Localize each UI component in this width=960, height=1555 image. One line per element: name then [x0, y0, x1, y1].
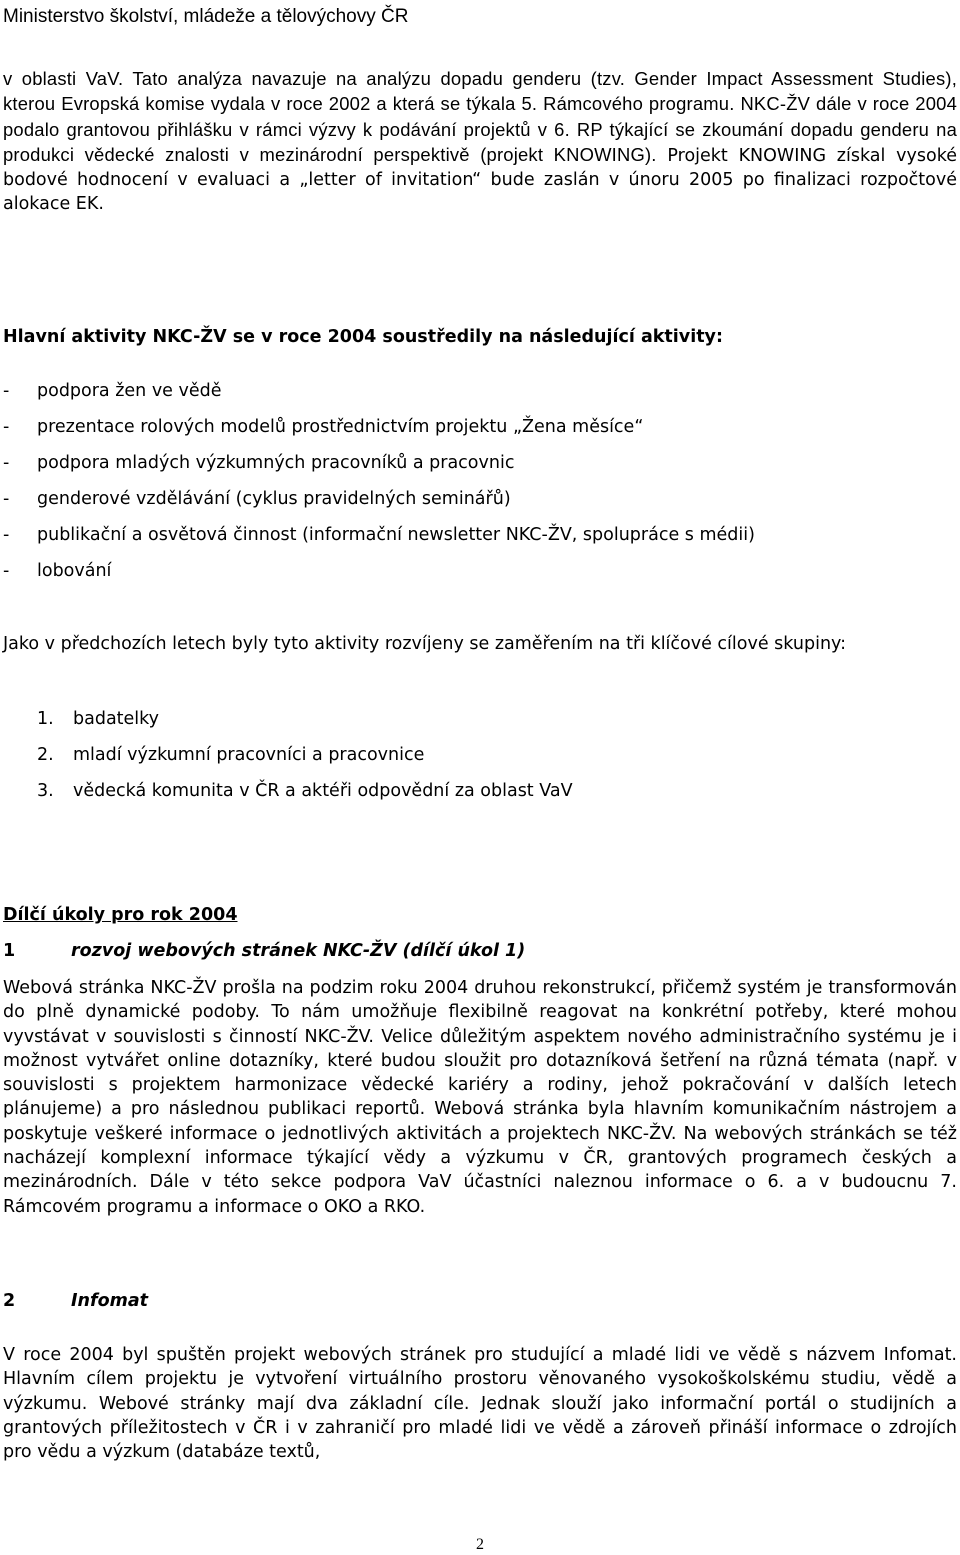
item-text: badatelky — [73, 709, 160, 729]
task2-heading — [3, 1291, 148, 1311]
item-number: 1. — [37, 709, 54, 729]
intro-text-part2: Projekt KNOWING získal vysoké bodové hodnocení v evaluaci a „letter of invitation“ bude zaslán v únoru 2005 po finalizaci rozpočtové alokace EK. — [3, 145, 957, 215]
target-groups-intro: Jako v předchozích letech byly tyto aktivity rozvíjeny se zaměřením na tři klíčové cílové skupiny: — [3, 634, 847, 654]
task1-body: Webová stránka NKC-ŽV prošla na podzim roku 2004 druhou rekonstrukcí, přičemž systém je transformován do plně dynamické podoby. To nám umožňuje flexibilně reagovat na konkrétní potřeby, které mohou vyvstávat v souvislosti s činností NKC-ŽV. Velice důležitým aspektem nového administračního systému je i možnost vytvářet online dotazníky, které budou sloužit pro dotazníková šetření na různá témata (např. v souvislosti s projektem harmonizace vědecké kariéry a rodiny, jehož pokračování v dalších letech plánujeme) a pro následnou publikaci reportů. Webová stránka byla hlavním komunikačním nástrojem a poskytuje veškeré informace o jednotlivých aktivitách a projektech NKC-ŽV. Na webových stránkách se též nacházejí komplexní informace týkající vědy a výzkumu v ČR, grantových programech českých a mezinárodních. Dále v této sekce podpora VaV účastníci naleznou informace o 6. a v budoucnu 7. Rámcovém programu a informace o OKO a RKO. — [3, 978, 957, 1217]
page-number: 2 — [476, 1536, 484, 1553]
target-group-item — [37, 781, 573, 801]
activity-item — [3, 417, 643, 437]
activity-text: publikační a osvětová činnost (informační newsletter NKC-ŽV, spolupráce s médii) — [37, 525, 755, 545]
dash-bullet: - — [3, 561, 10, 581]
item-text: vědecká komunita v ČR a aktéři odpovědní za oblast VaV — [73, 781, 573, 801]
activity-item — [3, 453, 514, 473]
dash-bullet: - — [3, 381, 10, 401]
task2-number: 2 — [3, 1291, 16, 1311]
item-number: 3. — [37, 781, 54, 801]
target-group-item — [37, 709, 159, 729]
document-header: Ministerstvo školství, mládeže a tělovýchovy ČR — [3, 6, 409, 27]
activity-item — [3, 561, 111, 581]
dash-bullet: - — [3, 525, 10, 545]
activity-text: podpora mladých výzkumných pracovníků a pracovnic — [37, 453, 515, 473]
tasks-heading: Dílčí úkoly pro rok 2004 — [3, 905, 238, 925]
activity-text: podpora žen ve vědě — [37, 381, 222, 401]
activity-text: lobování — [37, 561, 112, 581]
task2-body: V roce 2004 byl spuštěn projekt webových stránek pro studující a mladé lidi ve vědě s názvem Infomat. Hlavním cílem projektu je vytvoření virtuálního prostoru věnovaného vysokoškolskému studiu, vědě a výzkumu. Webové stránky mají dva základní cíle. Jednak slouží jako informační portál o studijních a grantových příležitostech v ČR i v zahraničí pro mladé lidi ve vědě a zároveň přináší informace o zdrojích pro vědu a výzkum (databáze textů, — [3, 1345, 957, 1463]
activity-item — [3, 489, 511, 509]
activity-text: genderové vzdělávání (cyklus pravidelných seminářů) — [37, 489, 511, 509]
dash-bullet: - — [3, 453, 10, 473]
activities-heading: Hlavní aktivity NKC-ŽV se v roce 2004 soustředily na následující aktivity: — [3, 327, 723, 347]
intro-text-part1: v oblasti VaV. Tato analýza navazuje na analýzu dopadu genderu (tzv. Gender Impact Assessment Studies), kterou Evropská komise vydala v roce 2002 a která se týkala 5. Rámcového programu. NKC-ŽV dále v roce 2004 podalo grantovou přihlášku v rámci výzvy k podávání projektů v 6. RP týkající se zkoumání dopadu genderu na produkci vědecké znalosti v mezinárodní perspektivě (projekt KNOWING). — [3, 68, 957, 165]
dash-bullet: - — [3, 489, 10, 509]
task1-number: 1 — [3, 941, 16, 961]
dash-bullet: - — [3, 417, 10, 437]
activity-text: prezentace rolových modelů prostřednictvím projektu „Žena měsíce“ — [37, 417, 644, 437]
activity-item — [3, 381, 222, 401]
item-number: 2. — [37, 745, 54, 765]
task2-title: Infomat — [71, 1291, 149, 1311]
task1-title: rozvoj webových stránek NKC-ŽV (dílčí úkol 1) — [71, 941, 526, 961]
intro-paragraph — [3, 67, 957, 217]
target-group-item — [37, 745, 424, 765]
item-text: mladí výzkumní pracovníci a pracovnice — [73, 745, 425, 765]
activity-item — [3, 525, 755, 545]
task1-heading — [3, 941, 525, 961]
